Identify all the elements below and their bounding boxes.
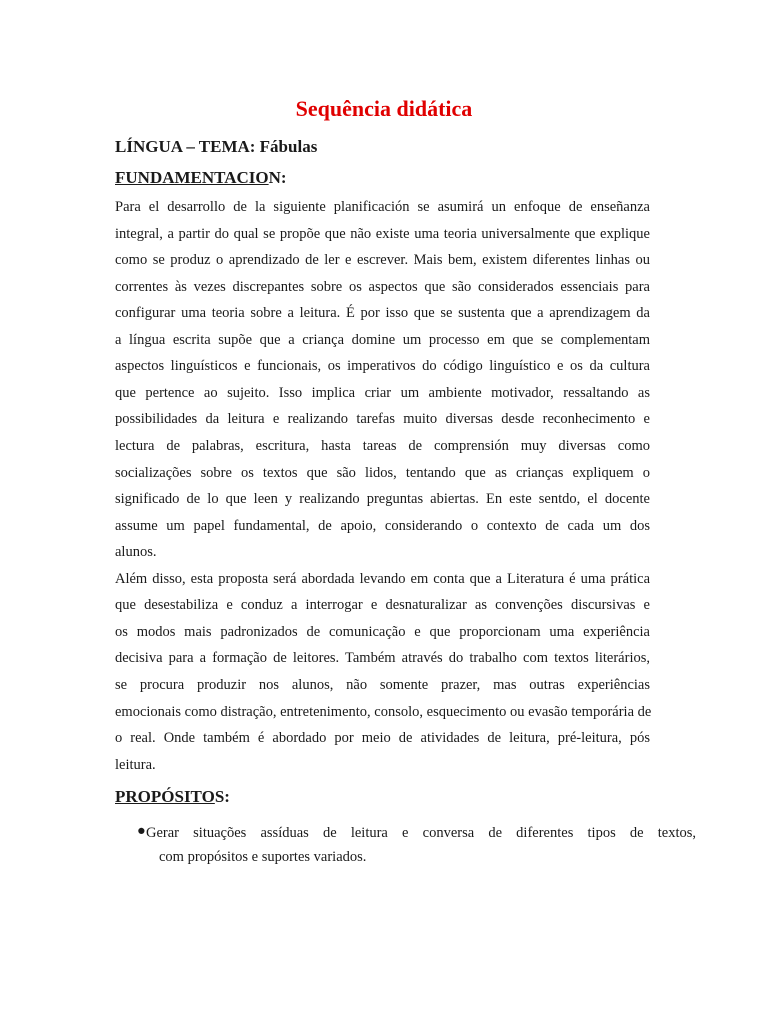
body-line: socializações sobre os textos que são lidos, tentando que as crianças expliquem o [115, 464, 650, 481]
body-line: Para el desarrollo de la siguiente planificación se asumirá un enfoque de enseñanza [115, 199, 650, 215]
body-line: os modos mais padronizados de comunicação e que proporcionam uma experiência [115, 623, 650, 640]
document-title: Sequência didática [295, 96, 473, 121]
body-line: configurar uma teoria sobre a leitura. É por isso que se sustenta que a aprendizagem da [115, 305, 650, 322]
propositos-heading-rest: S: [214, 787, 230, 806]
body-line: leitura. [115, 756, 156, 773]
body-line: que pertence ao sujeito. Isso implica criar um ambiente motivador, ressaltando as [115, 384, 650, 401]
body-line: aspectos linguísticos e funcionais, os imperativos do código linguístico e os da cultura [115, 358, 650, 375]
body-line: se procura produzir nos alunos, não somente prazer, mas outras experiências [115, 676, 650, 693]
fundamentacion-heading-rest: N: [268, 168, 287, 187]
bullet-text-line-2: com propósitos e suportes variados. [159, 849, 367, 865]
propositos-heading [115, 787, 230, 807]
body-line: lectura de palabras, escritura, hasta tareas de comprensión muy diversas como [115, 438, 650, 454]
body-line: alunos. [115, 544, 157, 561]
fundamentacion-heading [115, 168, 287, 188]
subject-line: LÍNGUA – TEMA: Fábulas [115, 137, 318, 156]
body-line: Além disso, esta proposta será abordada levando em conta que a Literatura é uma prática [115, 570, 650, 587]
body-line: correntes às vezes discrepantes sobre os aspectos que são considerados essenciais para [115, 278, 650, 295]
bullet-icon: ● [137, 823, 146, 839]
body-line: que desestabiliza e conduz a interrogar e desnaturalizar as convenções discursivas e [115, 597, 650, 614]
body-line: integral, a partir do qual se propõe que não existe uma teoria universalmente que explique [115, 225, 650, 242]
body-line: possibilidades da leitura e realizando tarefas muito diversas desde reconhecimento e [115, 411, 650, 428]
body-line: assume um papel fundamental, de apoio, considerando o contexto de cada um dos [115, 517, 650, 534]
body-line: o real. Onde também é abordado por meio de atividades de leitura, pré-leitura, pós [115, 730, 650, 746]
body-line: emocionais como distração, entretenimento, consolo, esquecimento ou evasão temporária de [115, 703, 652, 720]
body-line: decisiva para a formação de leitores. Também através do trabalho com textos literários, [115, 650, 650, 667]
bullet-text-line-1: Gerar situações assíduas de leitura e conversa de diferentes tipos de textos, [146, 825, 696, 841]
body-line: a língua escrita supõe que a criança domine um processo em que se complementam [115, 331, 650, 348]
body-line: significado de lo que leen y realizando preguntas abiertas. En este sentdo, el docente [115, 491, 650, 508]
body-line: como se produz o aprendizado de ler e escrever. Mais bem, existem diferentes linhas ou [115, 252, 650, 269]
fundamentacion-heading-underlined: FUNDAMENTACIO [115, 168, 269, 187]
propositos-heading-underlined: PROPÓSITO [115, 787, 215, 806]
